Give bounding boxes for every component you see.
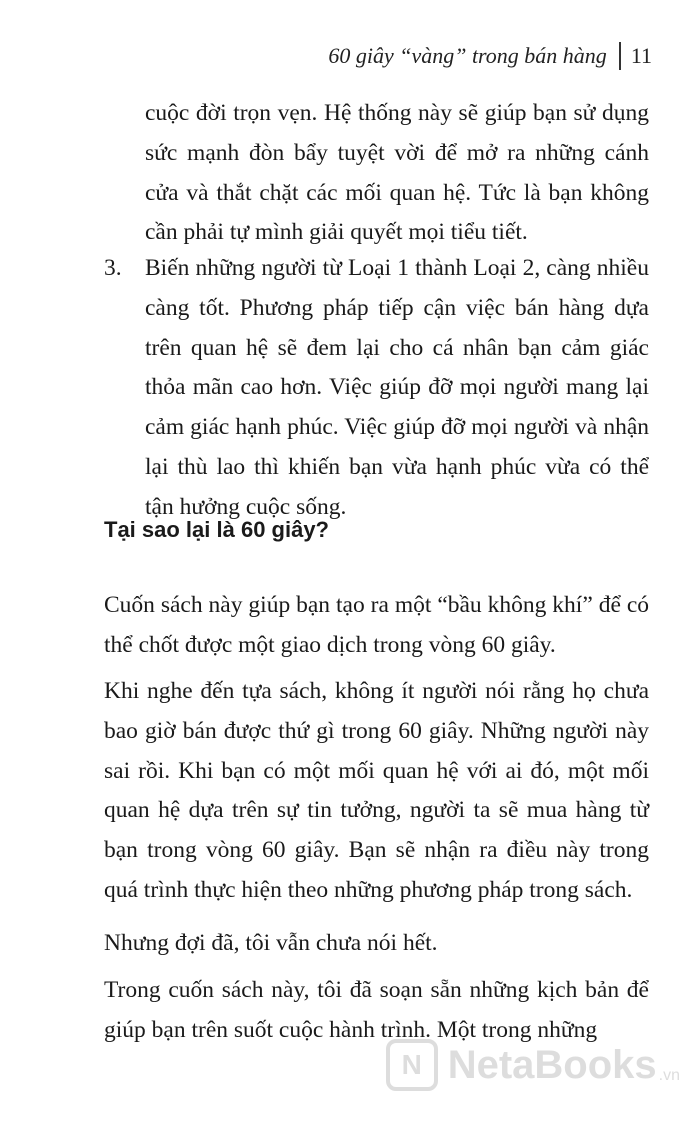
paragraph: Cuốn sách này giúp bạn tạo ra một “bầu không khí” để có thể chốt được một giao dịch trong vòng 60 giây. (104, 592, 649, 658)
paragraph: Nhưng đợi đã, tôi vẫn chưa nói hết. (104, 930, 438, 956)
watermark (386, 1039, 680, 1091)
netabooks-logo-icon: N (386, 1039, 438, 1091)
watermark-text: NetaBooks (447, 1042, 657, 1087)
running-header (328, 42, 652, 70)
book-title: 60 giây “vàng” trong bán hàng (328, 43, 607, 68)
section-heading: Tại sao lại là 60 giây? (104, 517, 329, 542)
header-divider (619, 42, 621, 70)
paragraph: Khi nghe đến tựa sách, không ít người nói rằng họ chưa bao giờ bán được thứ gì trong 60 giây. Những người này sai rồi. Khi bạn có một mối quan hệ với ai đó, một mối quan hệ dựa trên sự tin tưởng, người ta sẽ mua hàng từ bạn trong vòng 60 giây. Bạn sẽ nhận ra điều này trong quá trình thực hiện theo những phương pháp trong sách. (104, 678, 649, 903)
list-item-text: Biến những người từ Loại 1 thành Loại 2, càng nhiều càng tốt. Phương pháp tiếp cận việc bán hàng dựa trên quan hệ sẽ đem lại cho cá nhân bạn cảm giác thỏa mãn cao hơn. Việc giúp đỡ mọi người mang lại cảm giác hạnh phúc. Việc giúp đỡ mọi người và nhận lại thù lao thì khiến bạn vừa hạnh phúc vừa có thể tận hưởng cuộc sống. (145, 255, 649, 520)
page-number: 11 (630, 43, 652, 68)
watermark-suffix: .vn (658, 1067, 680, 1084)
continued-paragraph: cuộc đời trọn vẹn. Hệ thống này sẽ giúp bạn sử dụng sức mạnh đòn bẩy tuyệt vời để mở ra những cánh cửa và thắt chặt các mối quan hệ. Tức là bạn không cần phải tự mình giải quyết mọi tiểu tiết. (145, 100, 649, 246)
list-item-number: 3. (104, 255, 122, 281)
paragraph: Trong cuốn sách này, tôi đã soạn sẵn những kịch bản để giúp bạn trên suốt cuộc hành trình. Một trong những (104, 977, 649, 1043)
